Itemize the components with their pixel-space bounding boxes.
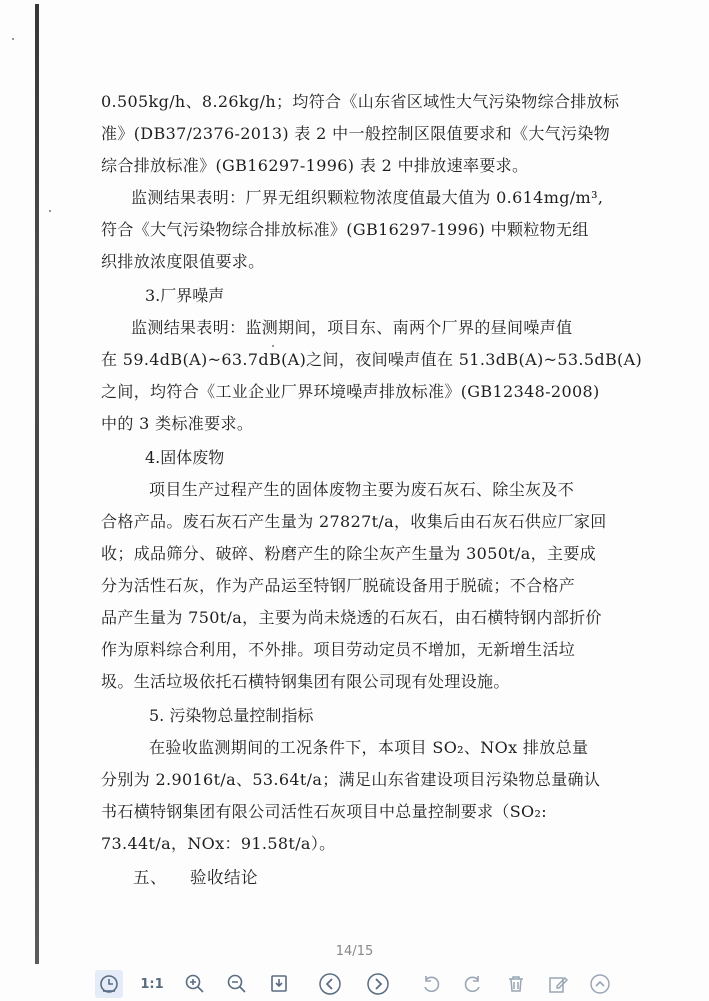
- scan-speck: [49, 210, 51, 212]
- zoom-out-button[interactable]: [223, 970, 251, 998]
- paragraph-line: 收；成品筛分、破碎、粉磨产生的除尘灰产生量为 3050t/a，主要成: [101, 544, 597, 563]
- section-heading: 五、 验收结论: [133, 868, 258, 887]
- scroll-up-button[interactable]: [586, 970, 614, 998]
- paragraph-line: 中的 3 类标准要求。: [101, 414, 254, 433]
- prev-page-icon: [318, 972, 342, 996]
- delete-button[interactable]: [502, 970, 530, 998]
- paragraph-line: 品产生量为 750t/a，主要为尚未烧透的石灰石，由石横特钢内部折价: [101, 608, 602, 627]
- paragraph-line: 分为活性石灰，作为产品运至特钢厂脱硫设备用于脱硫；不合格产: [101, 576, 576, 595]
- paragraph-line: 织排放浓度限值要求。: [101, 252, 265, 271]
- paragraph-line: 73.44t/a，NOx：91.58t/a）。: [101, 834, 336, 853]
- up-icon: [588, 972, 612, 996]
- subheading: 4.固体废物: [145, 448, 225, 467]
- rotate-left-icon: [419, 972, 443, 996]
- delete-icon: [504, 972, 528, 996]
- paragraph-line: 在验收监测期间的工况条件下，本项目 SO₂、NOx 排放总量: [149, 738, 589, 757]
- zoom-out-icon: [225, 972, 249, 996]
- viewer-toolbar: [92, 966, 622, 1000]
- next-page-button[interactable]: [364, 970, 392, 998]
- paragraph-line: 0.505kg/h、8.26kg/h；均符合《山东省区域性大气污染物综合排放标: [101, 92, 620, 111]
- paragraph-line: 符合《大气污染物综合排放标准》(GB16297-1996) 中颗粒物无组: [101, 220, 589, 239]
- rotate-right-icon: [461, 972, 485, 996]
- paragraph-line: 之间，均符合《工业企业厂界环境噪声排放标准》(GB12348-2008): [101, 382, 600, 401]
- clock-icon: [97, 972, 121, 996]
- prev-page-button[interactable]: [316, 970, 344, 998]
- subheading: 5. 污染物总量控制指标: [149, 706, 314, 725]
- paragraph-line: 监测结果表明：厂界无组织颗粒物浓度值最大值为 0.614mg/m³,: [131, 188, 604, 207]
- paragraph-line: 在 59.4dB(A)~63.7dB(A)之间，夜间噪声值在 51.3dB(A)~53.5dB(A): [101, 350, 643, 369]
- actual-size-button[interactable]: [138, 970, 166, 998]
- fit-page-button[interactable]: [265, 970, 293, 998]
- paragraph-line: 合格产品。废石灰石产生量为 27827t/a，收集后由石灰石供应厂家回: [101, 512, 607, 531]
- zoom-in-icon: [183, 972, 207, 996]
- paragraph-line: 分别为 2.9016t/a、53.64t/a；满足山东省建设项目污染物总量确认: [101, 770, 601, 789]
- page-indicator: 14/15: [335, 944, 374, 959]
- paragraph-line: 准》(DB37/2376-2013) 表 2 中一般控制区限值要求和《大气污染物: [101, 124, 611, 143]
- paragraph-line: 监测结果表明：监测期间，项目东、南两个厂界的昼间噪声值: [131, 318, 573, 337]
- next-page-icon: [366, 972, 390, 996]
- zoom-in-button[interactable]: [181, 970, 209, 998]
- subheading: 3.厂界噪声: [145, 286, 225, 305]
- rotate-left-button[interactable]: [417, 970, 445, 998]
- fit-page-icon: [267, 972, 291, 996]
- paragraph-line: 作为原料综合利用，不外排。项目劳动定员不增加，无新增生活垃: [101, 640, 576, 659]
- edit-button[interactable]: [544, 970, 572, 998]
- actual-size-icon: 1:1: [140, 976, 164, 992]
- history-button[interactable]: [95, 970, 123, 998]
- scan-edge-line: [35, 4, 39, 964]
- paragraph-line: 综合排放标准》(GB16297-1996) 表 2 中排放速率要求。: [101, 156, 529, 175]
- paragraph-line: 书石横特钢集团有限公司活性石灰项目中总量控制要求（SO₂:: [101, 802, 548, 821]
- rotate-right-button[interactable]: [459, 970, 487, 998]
- scan-speck: [12, 38, 14, 40]
- edit-icon: [546, 972, 570, 996]
- scan-speck: [272, 345, 274, 347]
- paragraph-line: 圾。生活垃圾依托石横特钢集团有限公司现有处理设施。: [101, 672, 510, 691]
- paragraph-line: 项目生产过程产生的固体废物主要为废石灰石、除尘灰及不: [149, 480, 575, 499]
